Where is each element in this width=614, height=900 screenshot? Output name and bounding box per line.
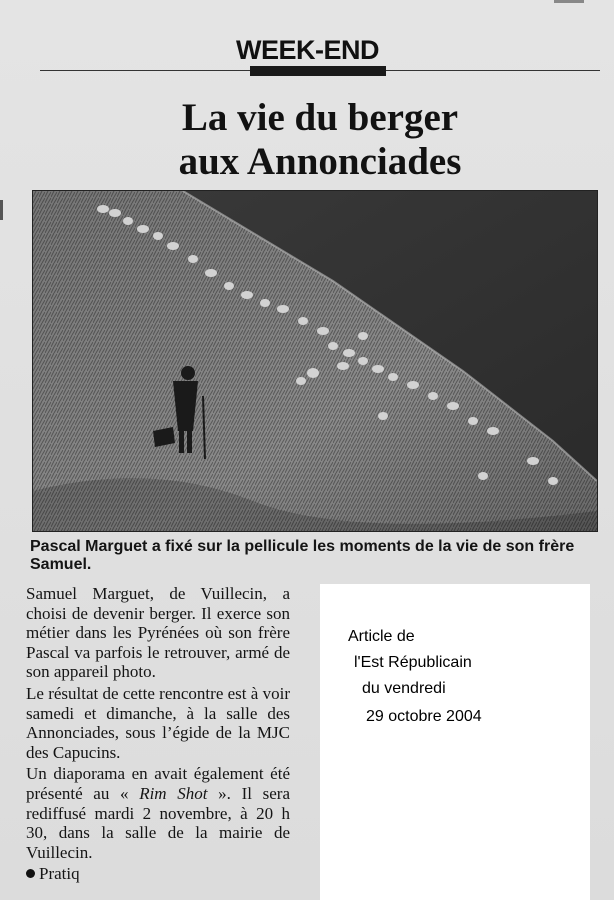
source-note-line-4: 29 octobre 2004 xyxy=(366,708,482,725)
article-paragraph-4-text: Pratiq xyxy=(39,864,80,884)
article-body xyxy=(26,584,290,884)
photo-caption: Pascal Marguet a fixé sur la pellicule les moments de la vie de son frère Samuel. xyxy=(30,538,575,573)
headline xyxy=(40,96,600,184)
article-paragraph-3 xyxy=(26,764,290,862)
article-paragraph-1: Samuel Marguet, de Vuillecin, a choisi de devenir berger. Il exerce son métier dans les Pyrénées où son frère Pascal va parfois le retrouver, armé de son appareil photo. xyxy=(26,584,290,682)
article-photo xyxy=(32,190,598,532)
article-paragraph-3-a: Un diaporama en avait également été présenté au « xyxy=(26,764,290,803)
rubric-underline-bar xyxy=(250,66,386,76)
article-paragraph-3-b: ». Il sera rediffusé mardi 2 novembre, à 20 h 30, dans la salle de la mairie de Vuillecin. xyxy=(26,783,290,862)
clipping-edge-mark xyxy=(554,0,584,3)
headline-line-2: aux Annonciades xyxy=(178,140,462,183)
clipping-edge-mark-left xyxy=(0,200,3,220)
article-paragraph-3-em: Rim Shot xyxy=(139,783,208,803)
section-rubric: WEEK-END xyxy=(236,35,379,65)
bullet-icon xyxy=(26,869,35,878)
article-paragraph-2: Le résultat de cette rencontre est à voir samedi et dimanche, à la salle des Annonciades, sous l’égide de la MJC des Capucins. xyxy=(26,683,290,762)
mountain-sheep-photo-icon xyxy=(33,191,597,531)
source-note-line-2: l'Est Républicain xyxy=(354,654,472,671)
source-note-line-1: Article de xyxy=(348,628,415,645)
source-note-box xyxy=(320,584,590,900)
article-paragraph-4 xyxy=(26,864,290,884)
source-note-line-3: du vendredi xyxy=(362,680,446,697)
headline-line-1: La vie du berger xyxy=(181,96,459,139)
